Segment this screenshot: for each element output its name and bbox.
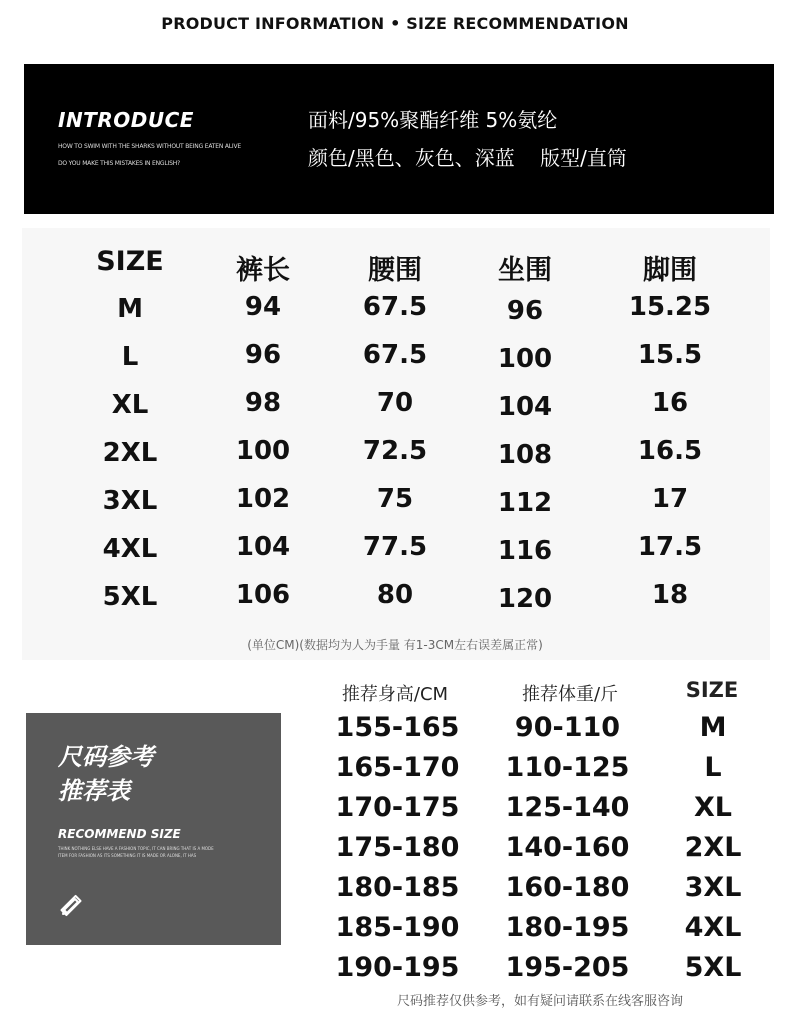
recommend-size-banner (26, 713, 281, 945)
table-cell: M (699, 712, 727, 743)
hem-header: 脚围 (643, 255, 697, 286)
table-cell: L (121, 342, 139, 372)
table-cell: 102 (235, 484, 291, 514)
table-cell: 75 (376, 484, 414, 514)
recommend-title-1: 尺码参考 (58, 743, 154, 771)
table-cell: XL (111, 390, 149, 420)
table-cell: 120 (497, 584, 553, 614)
table-cell: 67.5 (362, 292, 428, 322)
table-cell: 4XL (684, 912, 742, 943)
intro-title: INTRODUCE (58, 108, 194, 132)
recommend-tagline-1: THINK NOTHING ELSE HAVE A FASHION TOPIC, IT CAN BRING THAT IS A MODE (58, 846, 214, 851)
table-cell: 140-160 (505, 832, 630, 863)
table-cell: 3XL (684, 872, 742, 903)
height-header: 推荐身高/CM (341, 684, 449, 705)
table-cell: 108 (497, 440, 553, 470)
size-chart-panel (22, 228, 770, 660)
table-cell: L (704, 752, 722, 783)
table-cell: 100 (235, 436, 291, 466)
table-cell: 180-185 (335, 872, 460, 903)
table-cell: 72.5 (362, 436, 428, 466)
waist-header: 腰围 (368, 255, 422, 286)
recommend-tagline-2: ITEM FOR FASHION AS ITS SOMETHING IT IS MADE OR ALONE, IT HAS (58, 853, 197, 858)
table-cell: 5XL (102, 582, 158, 612)
weight-header: 推荐体重/斤 (521, 684, 619, 705)
table-cell: 104 (497, 392, 553, 422)
table-cell: 190-195 (335, 952, 460, 983)
table-cell: 17.5 (637, 532, 703, 562)
table-cell: 94 (244, 292, 282, 322)
size-header: SIZE (96, 246, 164, 277)
size-header: SIZE (685, 678, 739, 702)
table-cell: XL (693, 792, 733, 823)
table-cell: 16 (651, 388, 689, 418)
table-cell: M (117, 294, 143, 324)
table-cell: 90-110 (514, 712, 621, 743)
fabric-info: 面料/95%聚酯纤维 5%氨纶 (308, 108, 558, 132)
table-cell: 70 (376, 388, 414, 418)
table-cell: 160-180 (505, 872, 630, 903)
table-cell: 180-195 (505, 912, 630, 943)
intro-banner (24, 64, 774, 214)
recommend-note: 尺码推荐仅供参考，如有疑问请联系在线客服咨询 (396, 994, 683, 1009)
table-cell: 80 (376, 580, 414, 610)
table-cell: 165-170 (335, 752, 460, 783)
hip-header: 坐围 (498, 255, 552, 286)
table-cell: 67.5 (362, 340, 428, 370)
table-cell: 4XL (102, 534, 158, 564)
table-cell: 185-190 (335, 912, 460, 943)
table-cell: 106 (235, 580, 291, 610)
table-cell: 125-140 (505, 792, 630, 823)
table-cell: 2XL (684, 832, 742, 863)
table-cell: 3XL (102, 486, 158, 516)
table-cell: 16.5 (637, 436, 703, 466)
table-cell: 110-125 (505, 752, 630, 783)
recommend-title-2: 推荐表 (58, 777, 130, 805)
table-cell: 100 (497, 344, 553, 374)
table-cell: 18 (651, 580, 689, 610)
table-cell: 98 (244, 388, 282, 418)
table-cell: 17 (651, 484, 689, 514)
table-cell: 116 (497, 536, 553, 566)
table-cell: 5XL (684, 952, 742, 983)
ruler-pencil-icon (58, 893, 84, 919)
recommend-subtitle: RECOMMEND SIZE (58, 827, 181, 841)
length-header: 裤长 (236, 255, 290, 286)
table-cell: 96 (244, 340, 282, 370)
table-cell: 112 (497, 488, 553, 518)
color-fit-info: 颜色/黑色、灰色、深蓝 版型/直筒 (308, 146, 627, 170)
table-cell: 155-165 (335, 712, 460, 743)
intro-tagline-1: HOW TO SWIM WITH THE SHARKS WITHOUT BEING EATEN ALIVE (58, 143, 241, 150)
table-cell: 104 (235, 532, 291, 562)
table-cell: 195-205 (505, 952, 630, 983)
table-cell: 170-175 (335, 792, 460, 823)
table-cell: 15.25 (628, 292, 712, 322)
measurement-note: (单位CM)(数据均为人为手量 有1-3CM左右误差属正常) (247, 638, 543, 652)
page-title: PRODUCT INFORMATION • SIZE RECOMMENDATION (161, 14, 629, 33)
table-cell: 2XL (102, 438, 158, 468)
table-cell: 15.5 (637, 340, 703, 370)
table-cell: 175-180 (335, 832, 460, 863)
table-cell: 77.5 (362, 532, 428, 562)
table-cell: 96 (506, 296, 544, 326)
intro-tagline-2: DO YOU MAKE THIS MISTAKES IN ENGLISH? (58, 160, 180, 167)
